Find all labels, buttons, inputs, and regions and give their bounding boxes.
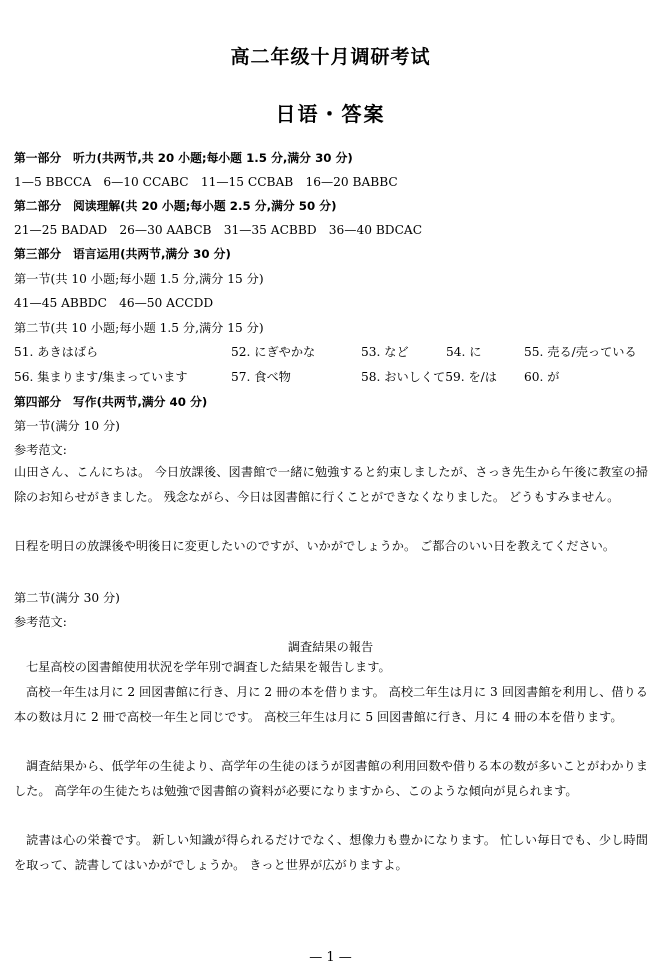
- answer-53: 53. など: [361, 345, 409, 359]
- reference-label-2: 参考范文:: [14, 615, 67, 629]
- part4-heading: 第四部分 写作(共两节,满分 40 分): [14, 395, 208, 409]
- part3-section1-answers: 41—45 ABBDC 46—50 ACCDD: [14, 296, 214, 310]
- part4-section1-heading: 第一节(满分 10 分): [14, 419, 120, 433]
- essay2-paragraph3: 調査結果から、低学年の生徒より、高学年の生徒のほうが図書館の利用回数や借りる本の数が多いことがわかりました。 高学年の生徒たちは勉強で図書館の資料が必要になりますから、このような傾向が見られます。: [14, 759, 648, 798]
- essay1-paragraph2: 日程を明日の放課後や明後日に変更したいのですが、いかがでしょうか。 ご都合のいい日を教えてください。: [14, 539, 616, 553]
- essay2-title: 調査結果の報告: [287, 640, 374, 654]
- part3-heading: 第三部分 语言运用(共两节,满分 30 分): [14, 247, 231, 261]
- part2-heading: 第二部分 阅读理解(共 20 小题;每小题 2.5 分,满分 50 分): [14, 199, 337, 213]
- essay1-paragraph1: 山田さん、こんにちは。 今日放課後、図書館で一緒に勉強すると約束しましたが、さっき先生から午後に教室の掃除のお知らせがきました。 残念ながら、今日は図書館に行くことができなくなりました。 どうもすみません。: [14, 465, 648, 504]
- answer-54: 54. に: [446, 345, 482, 359]
- part4-section2-heading: 第二节(满分 30 分): [14, 591, 120, 605]
- answer-51: 51. あきはばら: [14, 345, 99, 359]
- answer-55: 55. 売る/売っている: [524, 345, 637, 359]
- page-subtitle: 日语・答案: [275, 102, 386, 126]
- answer-60: 60. が: [524, 370, 560, 384]
- essay2-paragraph4: 読書は心の栄養です。 新しい知識が得られるだけでなく、想像力も豊かになります。 忙しい毎日でも、少し時間を取って、読書してはいかがでしょうか。 きっと世界が広がりますよ。: [14, 833, 648, 872]
- part2-answers: 21—25 BADAD 26—30 AABCB 31—35 ACBBD 36—40 BDCAC: [14, 223, 423, 237]
- answer-58-59: 58. おいしくて59. を/は: [361, 370, 497, 384]
- answer-52: 52. にぎやかな: [231, 345, 316, 359]
- answer-56: 56. 集まります/集まっています: [14, 370, 188, 384]
- part3-section2-heading: 第二节(共 10 小题;每小题 1.5 分,满分 15 分): [14, 321, 264, 335]
- essay2-paragraph1: 七星高校の図書館使用状況を学年別で調査した結果を報告します。: [26, 660, 391, 674]
- reference-label: 参考范文:: [14, 443, 67, 457]
- essay2-paragraph2: 高校一年生は月に 2 回図書館に行き、月に 2 冊の本を借ります。 高校二年生は月に 3 回図書館を利用し、借りる本の数は月に 2 冊で高校一年生と同じです。 高校三年生は月に 5 回図書館に行き、月に 4 冊の本を借ります。: [14, 685, 648, 724]
- page-number: — 1 —: [309, 950, 352, 965]
- part3-section1-heading: 第一节(共 10 小题;每小题 1.5 分,满分 15 分): [14, 272, 264, 286]
- part1-answers: 1—5 BBCCA 6—10 CCABC 11—15 CCBAB 16—20 BABBC: [14, 175, 398, 189]
- page-title: 高二年级十月调研考试: [230, 46, 431, 68]
- answer-57: 57. 食べ物: [231, 370, 291, 384]
- part1-heading: 第一部分 听力(共两节,共 20 小题;每小题 1.5 分,满分 30 分): [14, 151, 353, 165]
